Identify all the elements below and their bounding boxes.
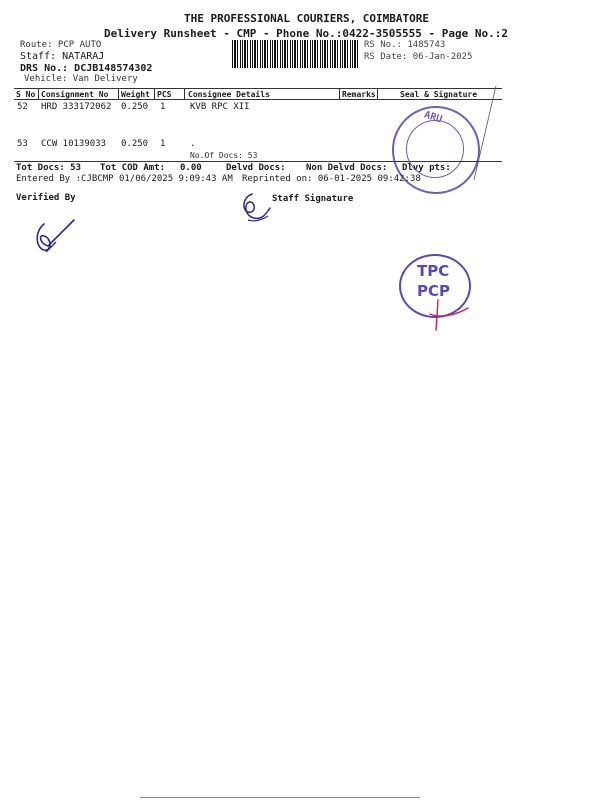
table-header-rule xyxy=(14,99,502,100)
row-pcs: 1 xyxy=(160,139,166,149)
total-docs: Tot Docs: 53 xyxy=(16,163,82,173)
delivered-docs: Delvd Docs: xyxy=(226,163,286,173)
col-sep xyxy=(184,88,185,99)
total-cod-label: Tot COD Amt: xyxy=(100,163,166,173)
pen-stroke-icon xyxy=(470,84,500,184)
no-of-docs: No.Of Docs: 53 xyxy=(190,151,258,160)
row-weight: 0.250 xyxy=(121,139,149,149)
pcp-text: PCP xyxy=(417,282,450,300)
verified-signature-icon xyxy=(30,212,90,260)
non-delivered-docs: Non Delvd Docs: xyxy=(306,163,388,173)
staff-label: Staff: NATARAJ xyxy=(20,51,105,62)
staff-signature-icon xyxy=(236,190,276,226)
col-sep xyxy=(339,88,340,99)
row-consignment-no: CCW 10139033 xyxy=(41,139,107,149)
staff-signature-label: Staff Signature xyxy=(272,194,354,204)
col-header-remarks: Remarks xyxy=(342,90,376,99)
route-label: Route: PCP AUTO xyxy=(20,40,102,50)
row-pcs: 1 xyxy=(160,102,166,112)
stamp-text: ARU xyxy=(422,109,444,126)
rs-number: RS No.: 1485743 xyxy=(364,40,446,50)
runsheet-subtitle: Delivery Runsheet - CMP - Phone No.:0422-3505555 - Page No.:2 xyxy=(104,27,508,40)
col-header-consignee: Consignee Details xyxy=(188,90,270,99)
total-cod-value: 0.00 xyxy=(180,163,202,173)
entered-by: Entered By :CJBCMP 01/06/2025 9:09:43 AM xyxy=(16,174,233,184)
table-top-rule xyxy=(14,88,502,89)
tpc-text: TPC xyxy=(417,262,450,280)
vehicle-label: Vehicle: Van Delivery xyxy=(24,74,138,84)
col-header-seal: Seal & Signature xyxy=(400,90,478,99)
col-header-consignment: Consignment No xyxy=(41,90,109,99)
red-ink-mark-icon xyxy=(424,296,472,336)
row-sno: 53 xyxy=(17,139,28,149)
col-header-pcs: PCS xyxy=(157,90,172,99)
circular-stamp-icon xyxy=(392,106,480,194)
barcode-image xyxy=(232,40,358,68)
company-title: THE PROFESSIONAL COURIERS, COIMBATORE xyxy=(184,12,430,25)
delivery-points: Dlvy pts: xyxy=(402,163,451,173)
row-consignee: KVB RPC XII xyxy=(190,102,250,112)
drs-number: DRS No.: DCJB148574302 xyxy=(20,63,153,74)
col-header-sno: S No xyxy=(16,90,36,99)
col-sep xyxy=(118,88,119,99)
col-sep xyxy=(154,88,155,99)
row-weight: 0.250 xyxy=(121,102,149,112)
row-consignment-no: HRD 333172062 xyxy=(41,102,112,112)
col-sep xyxy=(38,88,39,99)
col-sep xyxy=(377,88,378,99)
row-sno: 52 xyxy=(17,102,28,112)
reprinted-on: Reprinted on: 06-01-2025 09:42:38 xyxy=(242,174,421,184)
col-header-weight: Weight xyxy=(121,90,150,99)
rs-date: RS Date: 06-Jan-2025 xyxy=(364,52,473,62)
bottom-edge-rule xyxy=(140,797,420,798)
verified-by-label: Verified By xyxy=(16,193,76,203)
row-consignee: . xyxy=(190,139,196,149)
